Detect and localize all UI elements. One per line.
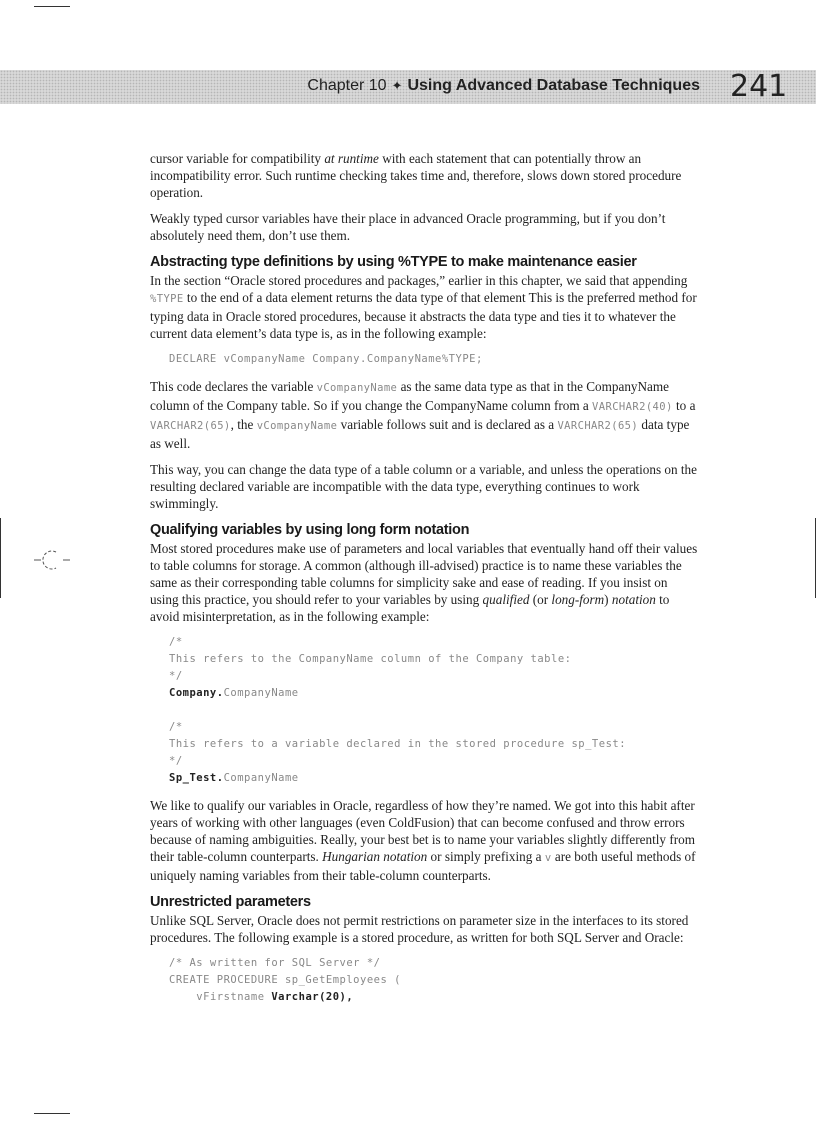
paragraph: This code declares the variable vCompanyName as the same data type as that in the CompanyName column of the Company table. So if you change the CompanyName column from a VARCHAR2(40) to a VARCHAR2(65), the vCompanyName variable follows suit and is declared as a VARCHAR2(65) data type as well. <box>150 379 696 451</box>
paragraph: In the section “Oracle stored procedures and packages,” earlier in this chapter, we said that appending %TYPE to the end of a data element returns the data type of that element This is the preferred method for typing data in Oracle stored procedures, because it abstracts the data type and ties it to whatever the current data element’s data type is, as in the following example: <box>150 273 697 341</box>
crop-mark-bottom <box>34 1113 70 1114</box>
diamond-separator-icon: ✦ <box>391 78 403 93</box>
chapter-title: Using Advanced Database Techniques <box>407 77 700 94</box>
paragraph: Unlike SQL Server, Oracle does not permit restrictions on parameter size in the interfaces to its stored procedures. The following example is a stored procedure, as written for both SQL Server and Oracle: <box>150 913 689 945</box>
section-heading-type-definitions: Abstracting type definitions by using %TYPE to make maintenance easier <box>150 254 637 270</box>
paragraph: Weakly typed cursor variables have their place in advanced Oracle programming, but if you don’t absolutely need them, don’t use them. <box>150 211 666 243</box>
section-heading-unrestricted-parameters: Unrestricted parameters <box>150 894 311 910</box>
paragraph: This way, you can change the data type of a table column or a variable, and unless the operations on the resulting declared variable are incompatible with the data type, everything continues to work swimmingly. <box>150 462 697 511</box>
chapter-label: Chapter 10 <box>307 77 387 94</box>
crop-mark-left <box>0 518 1 598</box>
code-example-declare: DECLARE vCompanyName Company.CompanyName%TYPE; <box>169 353 483 365</box>
code-example-procedure: /* As written for SQL Server */ CREATE PROCEDURE sp_GetEmployees ( vFirstname Varchar(20), <box>169 957 401 1003</box>
code-example-qualified: /* This refers to the CompanyName column of the Company table: */ Company.CompanyName /* This refers to a variable declared in the stored procedure sp_Test: */ Sp_Test.CompanyName <box>169 636 627 784</box>
paragraph: Most stored procedures make use of parameters and local variables that eventually hand off their values to table columns for storage. A common (although ill-advised) practice is to name these variables the same as their corresponding table columns for simplicity sake and ease of reading. If you insist on using this practice, you should refer to your variables by using qualified (or long-form) notation to avoid misinterpretation, as in the following example: <box>150 541 698 624</box>
section-heading-qualifying-variables: Qualifying variables by using long form notation <box>150 522 470 538</box>
paragraph: We like to qualify our variables in Oracle, regardless of how they’re named. We got into this habit after years of working with other languages (even ColdFusion) that can become confused and throw errors because of naming ambiguities. Really, your best bet is to name your variables slightly differently from their table-column counterparts. Hungarian notation or simply prefixing a v are both useful methods of uniquely naming variables from their table-column counterparts. <box>150 798 696 883</box>
crop-mark-top <box>34 6 70 7</box>
page-number: 241 <box>730 69 788 104</box>
registration-mark-icon <box>34 548 70 572</box>
page-body <box>150 150 698 1016</box>
running-head <box>307 74 700 98</box>
paragraph: cursor variable for compatibility at runtime with each statement that can potentially throw an incompatibility error. Such runtime checking takes time and, therefore, slows down stored procedure operation. <box>150 151 682 200</box>
